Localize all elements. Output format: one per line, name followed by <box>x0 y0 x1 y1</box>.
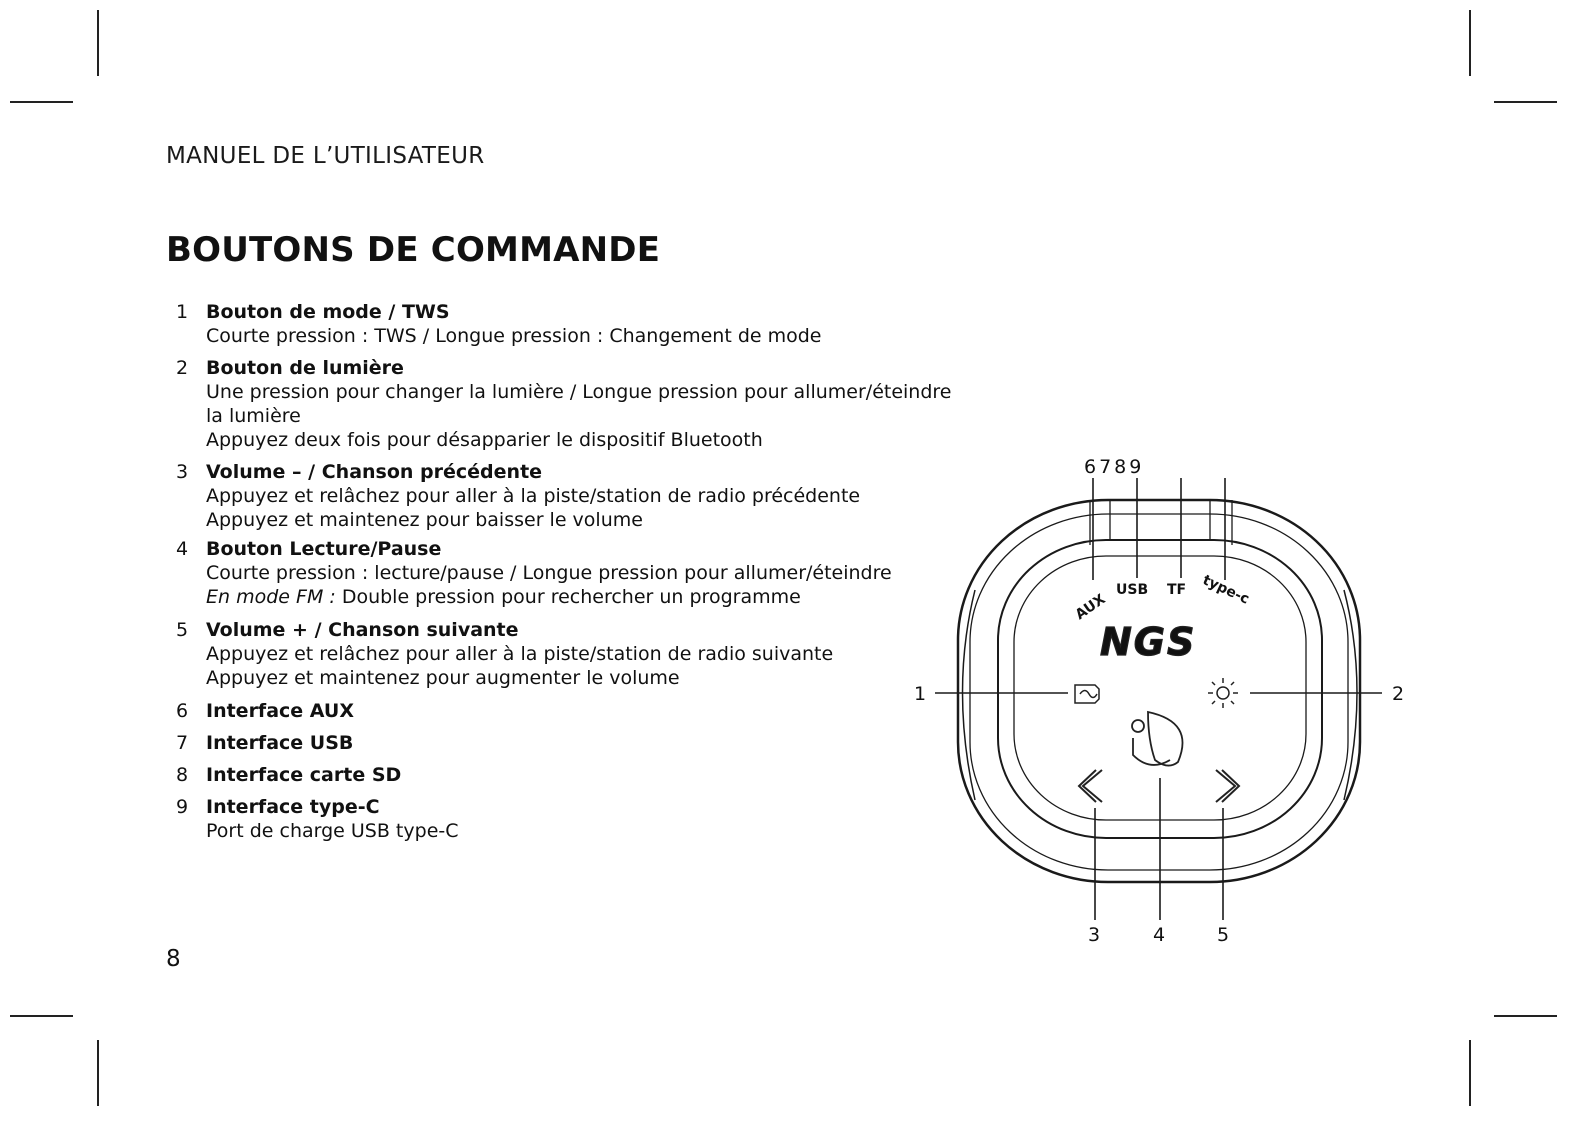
fm-mode-text: Double pression pour rechercher un programme <box>335 586 801 608</box>
item-title: Volume – / Chanson précédente <box>206 461 543 483</box>
item-title: Volume + / Chanson suivante <box>206 619 519 641</box>
callout-2: 2 <box>1392 683 1405 705</box>
callout-5: 5 <box>1217 924 1230 946</box>
item-description: Appuyez et relâchez pour aller à la piste/station de radio précédente <box>206 485 861 507</box>
light-icon <box>1208 678 1238 708</box>
item-number: 8 <box>176 764 189 786</box>
item-number: 1 <box>176 301 189 323</box>
port-label-usb: USB <box>1116 582 1149 598</box>
fm-mode-label: En mode FM : <box>206 586 336 608</box>
item-description: Appuyez et maintenez pour augmenter le volume <box>206 667 680 689</box>
next-icon <box>1216 770 1239 802</box>
item-title: Interface type-C <box>206 796 380 818</box>
ngs-logo: NGS <box>1100 620 1197 664</box>
page-number: 8 <box>166 946 181 972</box>
item-number: 7 <box>176 732 189 754</box>
item-title: Bouton de mode / TWS <box>206 301 450 323</box>
item-number: 9 <box>176 796 189 818</box>
item-description: Courte pression : lecture/pause / Longue pression pour allumer/éteindre <box>206 562 892 584</box>
callout-3: 3 <box>1088 924 1101 946</box>
item-description: la lumière <box>206 405 301 427</box>
item-description: Courte pression : TWS / Longue pression : Changement de mode <box>206 325 822 347</box>
page-title: BOUTONS DE COMMANDE <box>166 230 661 270</box>
callout-1: 1 <box>914 683 927 705</box>
item-number: 2 <box>176 357 189 379</box>
item-title: Interface carte SD <box>206 764 402 786</box>
speaker-rim <box>970 514 1348 870</box>
item-title: Bouton Lecture/Pause <box>206 538 442 560</box>
manual-header: MANUEL DE L’UTILISATEUR <box>166 143 485 169</box>
item-description: Appuyez et maintenez pour baisser le volume <box>206 509 643 531</box>
item-description: Port de charge USB type-C <box>206 820 459 842</box>
item-number: 4 <box>176 538 189 560</box>
callout-top-numbers: 6789 <box>1084 456 1145 478</box>
item-title: Interface USB <box>206 732 354 754</box>
port-label-type-c: type-c <box>1200 572 1252 608</box>
speaker-outer-body <box>958 500 1360 882</box>
previous-icon <box>1079 770 1102 802</box>
item-title: Bouton de lumière <box>206 357 404 379</box>
item-description: Appuyez et relâchez pour aller à la piste/station de radio suivante <box>206 643 834 665</box>
item-description: Appuyez deux fois pour désapparier le dispositif Bluetooth <box>206 429 763 451</box>
port-cover <box>1090 500 1232 545</box>
play-pause-icon <box>1132 712 1183 766</box>
port-label-aux: AUX <box>1072 591 1109 624</box>
port-label-tf: TF <box>1167 582 1187 598</box>
mode-tws-icon <box>1075 685 1099 703</box>
item-title: Interface AUX <box>206 700 354 722</box>
callout-4: 4 <box>1153 924 1166 946</box>
item-description: Une pression pour changer la lumière / Longue pression pour allumer/éteindre <box>206 381 952 403</box>
item-number: 6 <box>176 700 189 722</box>
item-number: 3 <box>176 461 189 483</box>
item-number: 5 <box>176 619 189 641</box>
